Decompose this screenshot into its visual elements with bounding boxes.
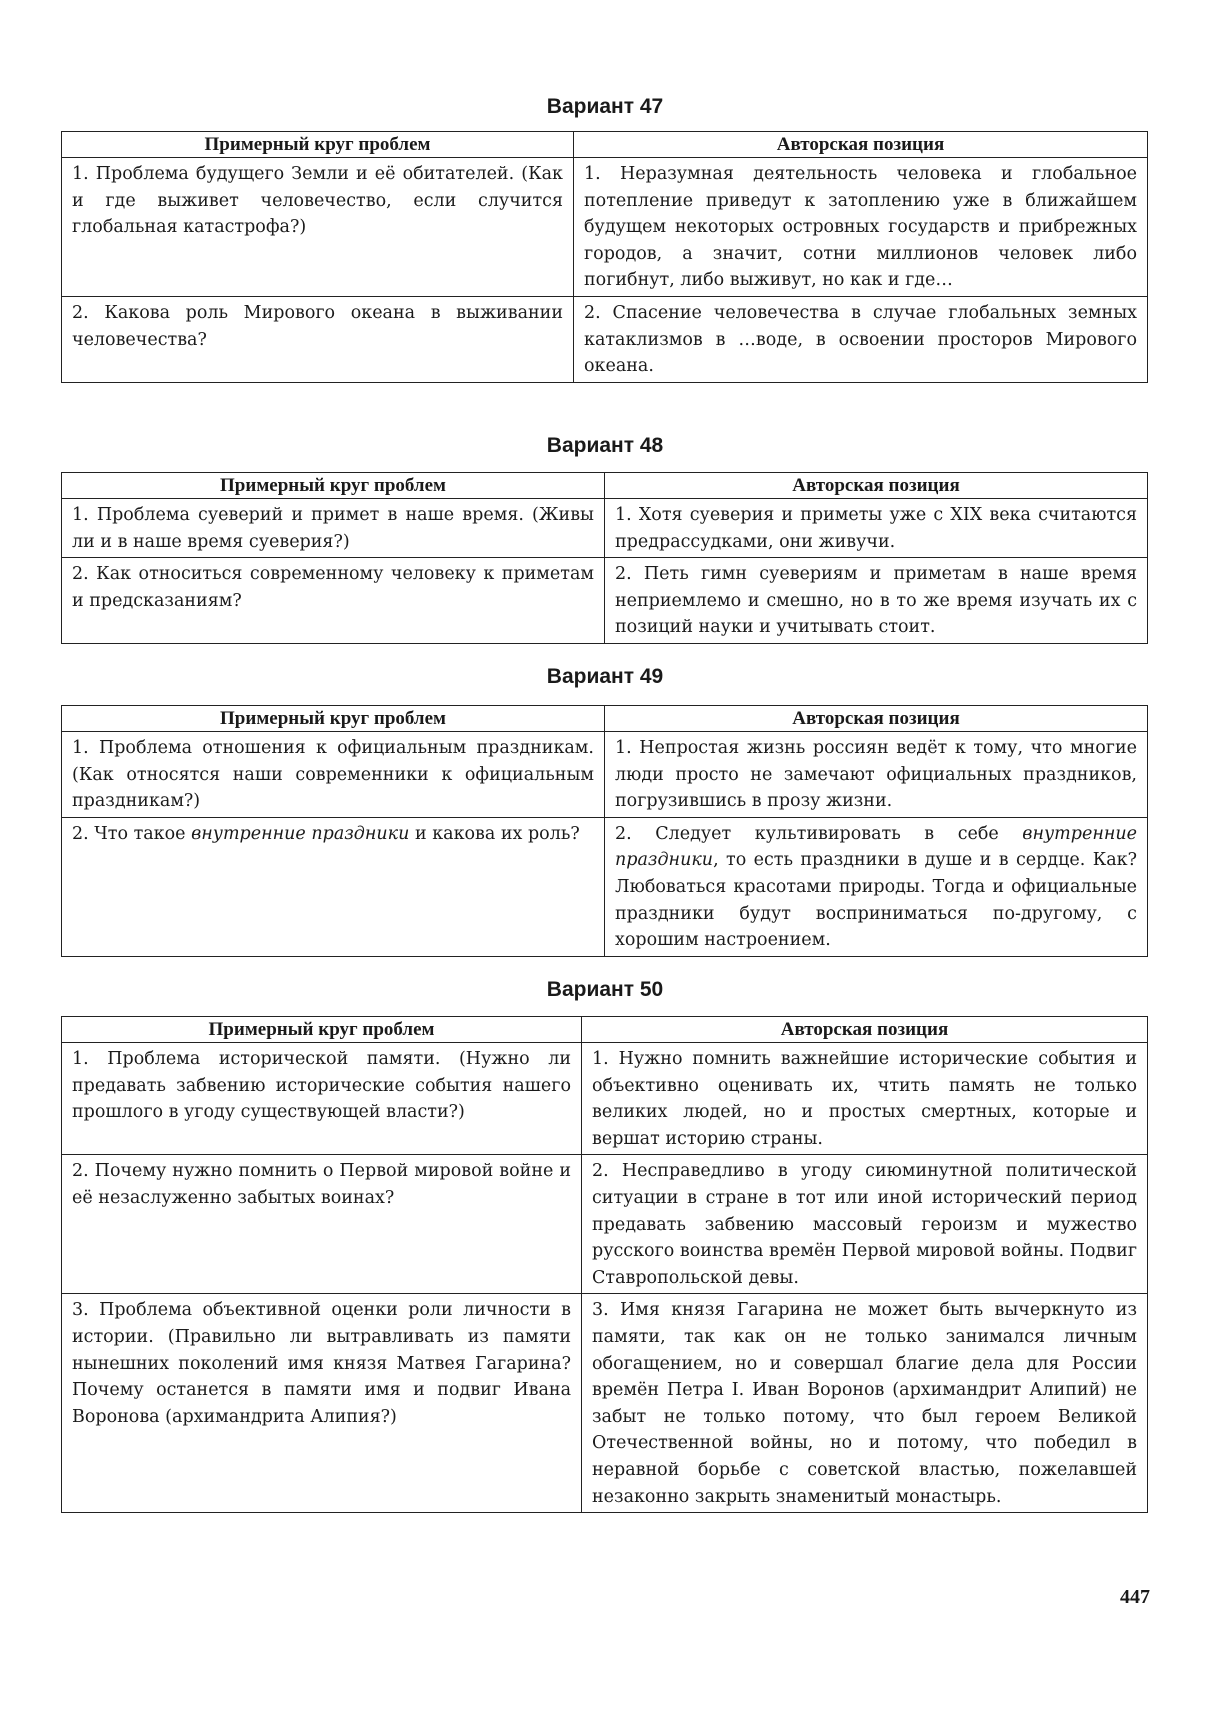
header-author-position: Авторская позиция — [582, 1017, 1148, 1043]
position-cell: 3. Имя князя Гагарина не может быть вычеркнуто из памяти, так как он не только занимался личным обогащением, но и совершал благие дела для России времён Петра I. Иван Воронов (архимандрит Алипий) не забыт не только потому, что был героем Великой Отечественной войны, но и потому, что победил в неравной борьбе с советской властью, пожелавшей незаконно закрыть знаменитый монастырь. — [582, 1294, 1148, 1513]
variant-table — [61, 1016, 1148, 1513]
problem-cell: 3. Проблема объективной оценки роли личности в истории. (Правильно ли вытравливать из памяти нынешних поколений имя князя Матвея Гагарина? Почему останется в памяти имя и подвиг Ивана Воронова (архимандрита Алипия?) — [62, 1294, 582, 1513]
table-row — [62, 817, 1148, 956]
problem-cell: 1. Проблема исторической памяти. (Нужно ли предавать забвению исторические события нашего прошлого в угоду существующей власти?) — [62, 1043, 582, 1155]
header-problems: Примерный круг проблем — [62, 1017, 582, 1043]
problem-text: 2. Что такое — [72, 823, 192, 844]
page-number: 447 — [1120, 1586, 1150, 1608]
problem-cell: 2. Как относиться современному человеку к приметам и предсказаниям? — [62, 558, 605, 644]
header-author-position: Авторская позиция — [574, 132, 1148, 158]
header-problems: Примерный круг проблем — [62, 473, 605, 499]
position-cell: 1. Хотя суеверия и приметы уже с XIX века считаются предрассудками, они живучи. — [605, 499, 1148, 558]
italic-term: внутренние праздники — [191, 823, 410, 844]
table-header-row — [62, 132, 1148, 158]
position-text: , то есть праздники в душе и в сердце. Как? Любоваться красотами природы. Тогда и официальные праздники будут восприниматься по-другому, с хорошим настроением. — [615, 850, 1137, 951]
problem-cell: 2. Почему нужно помнить о Первой мировой войне и её незаслуженно забытых воинах? — [62, 1155, 582, 1294]
problem-cell — [62, 817, 605, 956]
position-cell: 2. Спасение человечества в случае глобальных земных катаклизмов в …воде, в освоении просторов Мирового океана. — [574, 296, 1148, 382]
header-author-position: Авторская позиция — [605, 473, 1148, 499]
position-cell: 2. Несправедливо в угоду сиюминутной политической ситуации в стране в тот или иной исторический период предавать забвению массовый героизм и мужество русского воинства времён Первой мировой войны. Подвиг Ставропольской девы. — [582, 1155, 1148, 1294]
table-header-row — [62, 1017, 1148, 1043]
problem-cell: 1. Проблема будущего Земли и её обитателей. (Как и где выживет человечество, если случится глобальная катастрофа?) — [62, 158, 574, 297]
position-cell: 1. Неразумная деятельность человека и глобальное потепление приведут к затоплению уже в ближайшем будущем некоторых островных государств и прибрежных городов, а значит, сотни миллионов человек либо погибнут, либо выживут, но как и где… — [574, 158, 1148, 297]
italic-term: внутренние праздники — [615, 823, 1137, 871]
position-cell — [605, 817, 1148, 956]
position-text: 2. Следует культивировать в себе — [615, 823, 1023, 844]
variant-table — [61, 131, 1148, 383]
table-row — [62, 1155, 1148, 1294]
table-header-row — [62, 473, 1148, 499]
table-row — [62, 158, 1148, 297]
header-problems: Примерный круг проблем — [62, 706, 605, 732]
table-header-row — [62, 706, 1148, 732]
problem-cell: 1. Проблема суеверий и примет в наше время. (Живы ли и в наше время суеверия?) — [62, 499, 605, 558]
table-row — [62, 732, 1148, 818]
problem-cell: 1. Проблема отношения к официальным праздникам. (Как относятся наши современники к официальным праздникам?) — [62, 732, 605, 818]
table-row — [62, 296, 1148, 382]
variant-table — [61, 472, 1148, 644]
problem-cell: 2. Какова роль Мирового океана в выживании человечества? — [62, 296, 574, 382]
table-row — [62, 1294, 1148, 1513]
variant-title: Вариант 50 — [546, 978, 664, 1001]
position-cell: 1. Нужно помнить важнейшие исторические события и объективно оценивать их, чтить память не только великих людей, но и простых смертных, которые и вершат историю страны. — [582, 1043, 1148, 1155]
variant-table — [61, 705, 1148, 957]
variant-title: Вариант 47 — [546, 95, 664, 118]
position-cell: 1. Непростая жизнь россиян ведёт к тому, что многие люди просто не замечают официальных праздников, погрузившись в прозу жизни. — [605, 732, 1148, 818]
variant-title: Вариант 49 — [546, 665, 664, 688]
header-problems: Примерный круг проблем — [62, 132, 574, 158]
header-author-position: Авторская позиция — [605, 706, 1148, 732]
table-row — [62, 1043, 1148, 1155]
variant-title: Вариант 48 — [546, 434, 664, 457]
table-row — [62, 558, 1148, 644]
position-cell: 2. Петь гимн суевериям и приметам в наше время неприемлемо и смешно, но в то же время изучать их с позиций науки и учитывать стоит. — [605, 558, 1148, 644]
problem-text: и какова их роль? — [409, 823, 580, 844]
table-row — [62, 499, 1148, 558]
